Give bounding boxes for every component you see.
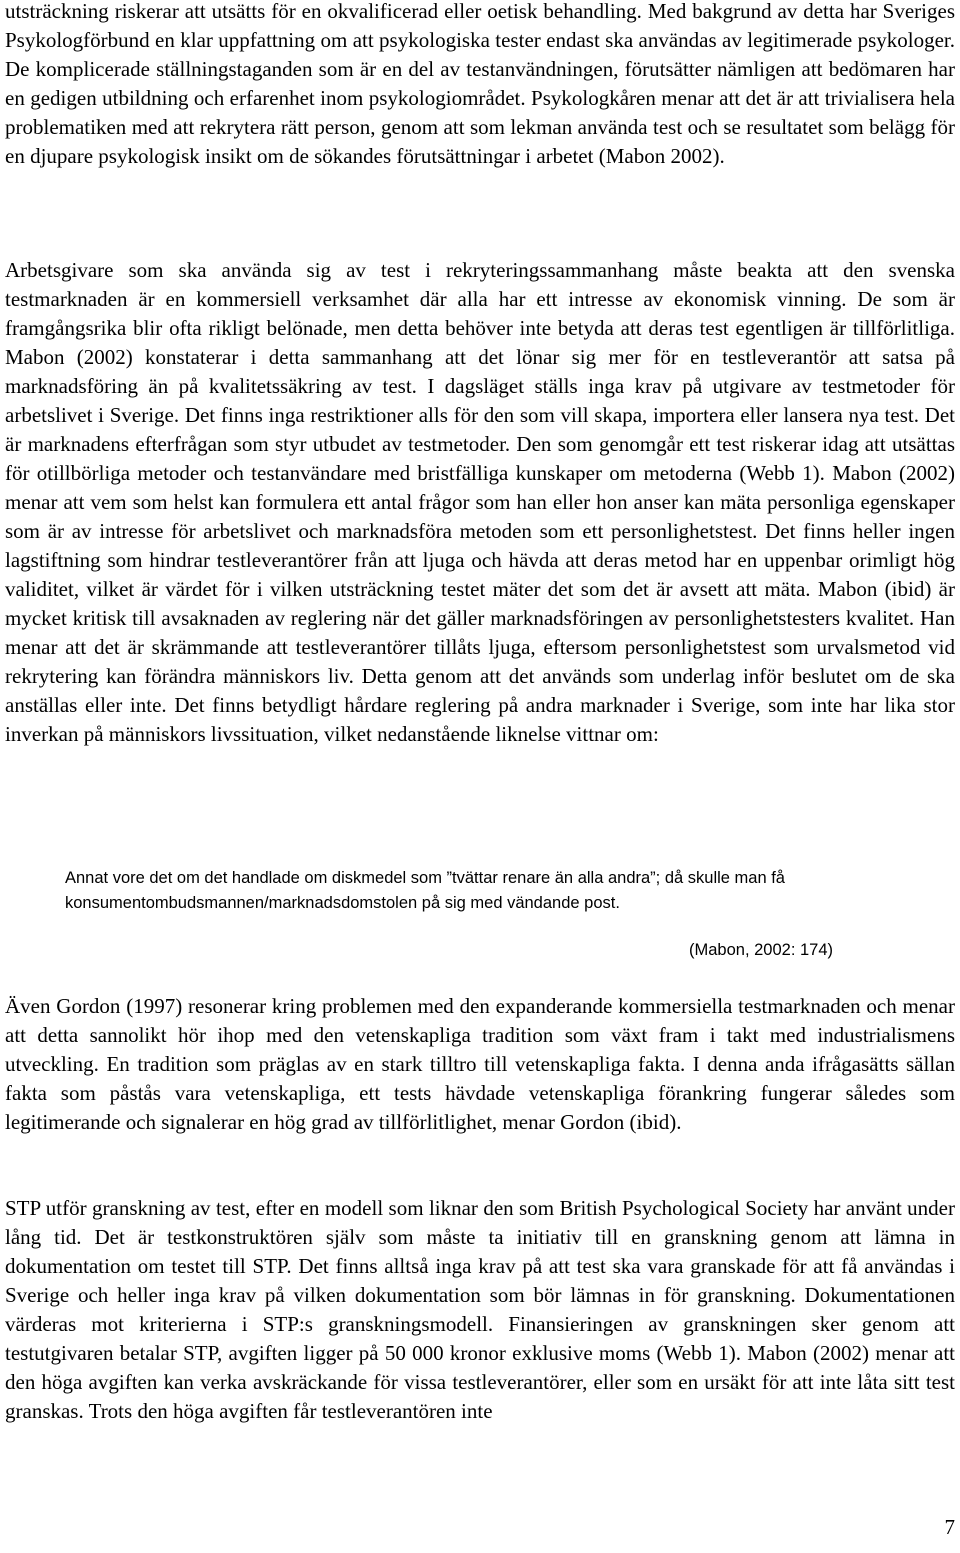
body-paragraph-2: Arbetsgivare som ska använda sig av test i rekryteringssammanhang måste beakta att den svenska testmarknaden är en kommersiell verksamhet där alla har ett intresse av ekonomisk vinning. De som är framgångsrika blir ofta rikligt belönade, men detta behöver inte betyda att deras test egentligen är tillförlitliga. Mabon (2002) konstaterar i detta sammanhang att det lönar sig mer för en testleverantör att satsa på marknadsföring än på kvalitetssäkring av test. I dagsläget ställs inga krav på utgivare av testmetoder för arbetslivet i Sverige. Det finns inga restriktioner alls för den som vill skapa, importera eller lansera nya test. Det är marknadens efterfrågan som styr utbudet av testmetoder. Den som genomgår ett test riskerar idag att utsättas för otillbörliga metoder och testanvändare med bristfälliga kunskaper om metoderna (Webb 1). Mabon (2002) menar att vem som helst kan formulera ett antal frågor som han eller hon anser kan mäta personliga egenskaper som är av intresse för arbetslivet och marknadsföra metoden som ett personlighetstest. Det finns heller ingen lagstiftning som hindrar testleverantörer från att ljuga och hävda att deras metod har en uppenbar orimligt hög validitet, vilket är värdet för i vilken utsträckning testet mäter det som det är avsett att mäta. Mabon (ibid) är mycket kritisk till avsaknaden av reglering när det gäller marknadsföringen av personlighetstesters kvalitet. Han menar att det är skrämmande att testleverantörer tillåts ljuga, eftersom personlighetstest som urvalsmetod vid rekrytering kan förändra människors liv. Detta genom att det används som underlag inför beslutet om de ska anställas eller inte. Det finns betydligt hårdare reglering på andra marknader i Sverige, som inte har lika stor inverkan på människors livssituation, vilket nedanstående liknelse vittnar om: [5, 258, 955, 746]
body-paragraph-3: Även Gordon (1997) resonerar kring problemen med den expanderande kommersiella testmarknaden och menar att detta sannolikt hör ihop med den vetenskapliga tradition som växt fram i takt med industrialismens utveckling. En tradition som präglas av en stark tilltro till vetenskapliga fakta. I denna anda ifrågasätts sällan fakta som påstås vara vetenskapliga, ett tests hävdade vetenskapliga förankring fungerar således som legitimerande och signalerar en hög grad av tillförlitlighet, menar Gordon (ibid). [5, 994, 955, 1134]
page-number: 7 [944, 1515, 955, 1539]
body-paragraph-4: STP utför granskning av test, efter en modell som liknar den som British Psychological Society har använt under lång tid. Det är testkonstruktören själv som måste ta initiativ till en granskning genom att lämna in dokumentation om testet till STP. Det finns alltså inga krav på att test ska vara granskade för att få användas i Sverige och heller inga krav på vilken dokumentation som bör lämnas in för granskning. Dokumentationen värderas mot kriterierna i STP:s granskningsmodell. Finansieringen av granskningen sker genom att testutgivaren betalar STP, avgiften ligger på 50 000 kronor exklusive moms (Webb 1). Mabon (2002) menar att den höga avgiften kan verka avskräckande för vissa testleverantörer, eller som en ursäkt för att inte låta sitt test granskas. Trots den höga avgiften får testleverantören inte [5, 1196, 955, 1423]
block-quote: Annat vore det om det handlade om diskmedel som ”tvättar renare än alla andra”; då skulle man få konsumentombudsmannen/marknadsdomstolen på sig med vändande post. [65, 869, 785, 912]
quote-citation: (Mabon, 2002: 174) [689, 941, 834, 959]
body-paragraph-1: utsträckning riskerar att utsätts för en okvalificerad eller oetisk behandling. Med bakgrund av detta har Sveriges Psykologförbund en klar uppfattning om att psykologiska tester endast ska användas av legitimerade psykologer. De komplicerade ställningstaganden som är en del av testanvändningen, förutsätter nämligen att bedömaren har en gedigen utbildning och erfarenhet inom psykologiområdet. Psykologkåren menar att det är att trivialisera hela problematiken med att rekrytera rätt person, genom att som lekman använda test och se resultatet som belägg för en djupare psykologisk insikt om de sökandes förutsättningar i arbetet (Mabon 2002). [5, 0, 955, 168]
